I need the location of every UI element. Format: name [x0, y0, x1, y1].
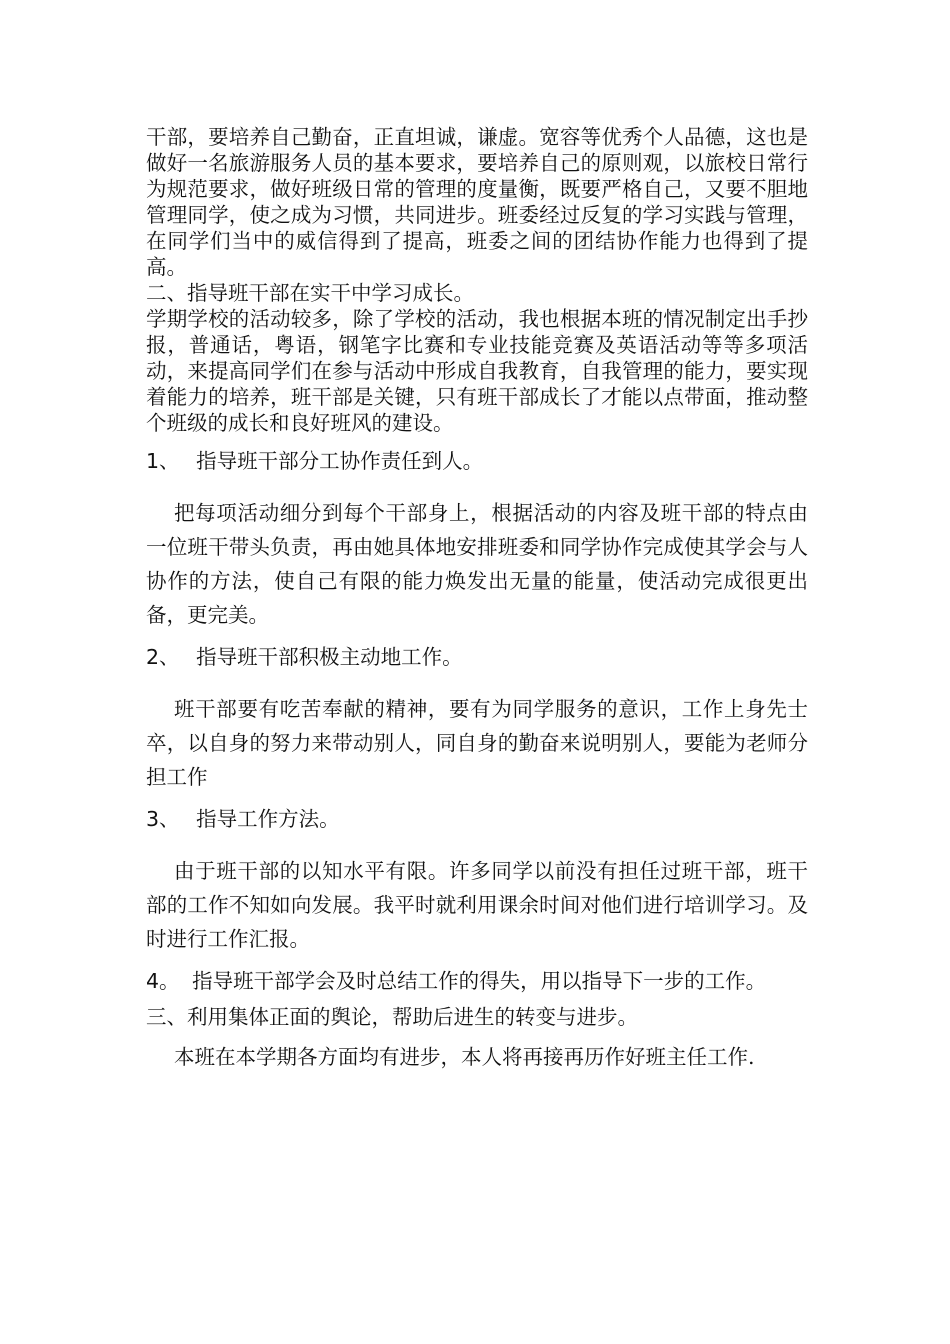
list-item-2-number: 2、 — [146, 645, 180, 669]
section-heading-3: 三、利用集体正面的舆论，帮助后进生的转变与进步。 — [146, 1005, 638, 1029]
paragraph-activities: 学期学校的活动较多，除了学校的活动，我也根据本班的情况制定出手抄报，普通话，粤语，钢笔字比赛和专业技能竞赛及英语活动等等多项活动，来提高同学们在参与活动中形成自我教育，自我管理的能力，要实现着能力的培养，班干部是关键，只有班干部成长了才能以点带面，推动整个班级的成长和良好班风的建设。 — [146, 307, 808, 435]
list-item-3-text: 指导工作方法。 — [196, 807, 340, 831]
list-item-1-text: 指导班干部分工协作责任到人。 — [196, 449, 484, 473]
list-item-4 — [146, 968, 808, 994]
paragraph-division-of-labor — [146, 496, 808, 632]
list-item-2 — [146, 644, 808, 670]
paragraph-proactive-work-text: 班干部要有吃苦奉献的精神，要有为同学服务的意识，工作上身先士卒，以自身的努力来带动别人，同自身的勤奋来说明别人，要能为老师分担工作 — [146, 697, 808, 789]
section-heading-2: 二、指导班干部在实干中学习成长。 — [146, 281, 474, 305]
paragraph-work-methods — [146, 854, 808, 956]
list-item-3-number: 3、 — [146, 807, 180, 831]
paragraph-cadre-qualities: 干部，要培养自己勤奋，正直坦诚，谦虚。宽容等优秀个人品德，这也是做好一名旅游服务人员的基本要求，要培养自己的原则观，以旅校日常行为规范要求，做好班级日常的管理的度量衡，既要严格自己，又要不胆地管理同学，使之成为习惯，共同进步。班委经过反复的学习实践与管理，在同学们当中的威信得到了提高，班委之间的团结协作能力也得到了提高。 — [146, 125, 808, 279]
list-item-3 — [146, 806, 808, 832]
paragraph-proactive-work — [146, 692, 808, 794]
list-item-4-number: 4。 — [146, 969, 180, 993]
list-item-1 — [146, 448, 808, 474]
paragraph-work-methods-text: 由于班干部的以知水平有限。许多同学以前没有担任过班干部，班干部的工作不知如向发展。我平时就利用课余时间对他们进行培训学习。及时进行工作汇报。 — [146, 859, 808, 951]
paragraph-division-of-labor-text: 把每项活动细分到每个干部身上，根据活动的内容及班干部的特点由一位班干带头负责，再由她具体地安排班委和同学协作完成使其学会与人协作的方法，使自己有限的能力焕发出无量的能量，使活动完成很更出备，更完美。 — [146, 501, 808, 627]
document-body — [146, 124, 808, 1070]
list-item-2-text: 指导班干部积极主动地工作。 — [196, 645, 463, 669]
paragraph-conclusion: 本班在本学期各方面均有进步，本人将再接再历作好班主任工作. — [174, 1045, 755, 1069]
list-item-4-text: 指导班干部学会及时总结工作的得失，用以指导下一步的工作。 — [192, 969, 767, 993]
list-item-1-number: 1、 — [146, 449, 180, 473]
